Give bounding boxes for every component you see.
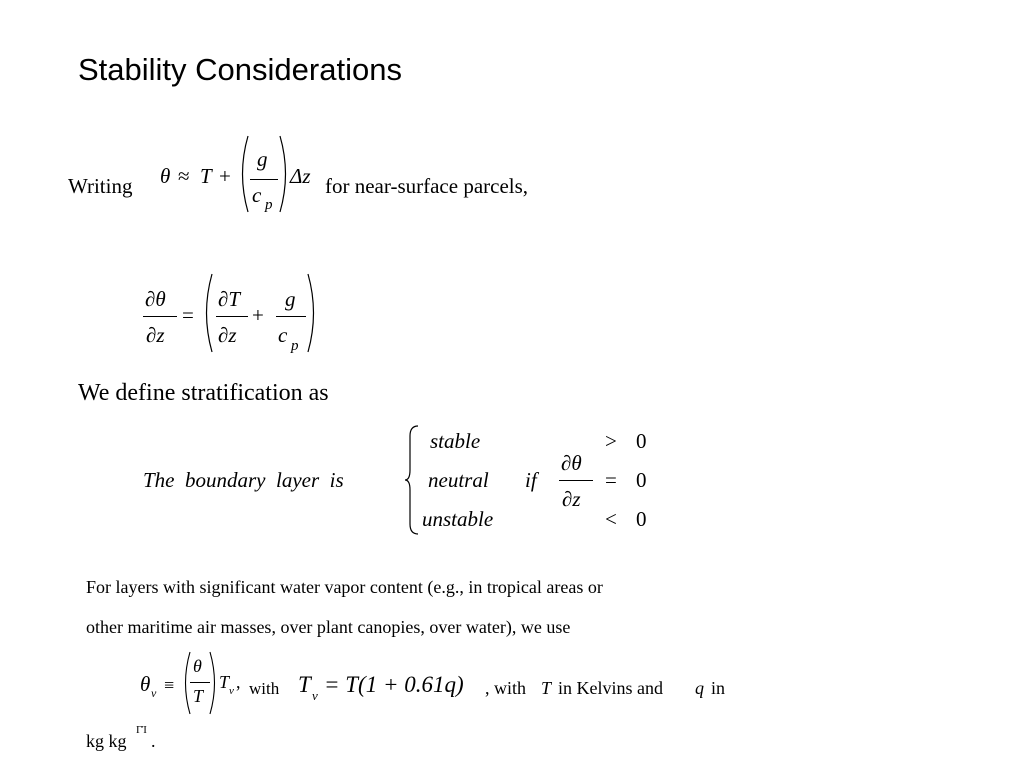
slide-title: Stability Considerations [78, 52, 402, 87]
tv-rhs: = T(1 + 0.61q) [324, 672, 464, 697]
eq2-plus: + [252, 303, 264, 327]
eq2-bar2 [216, 316, 248, 317]
in-kelvins-text: in Kelvins and [558, 678, 663, 698]
vt-equiv: ≡ [164, 675, 175, 695]
vt-Tv-sub: v [229, 685, 234, 697]
eq2-c: c [278, 323, 288, 347]
eq2-dz2: ∂z [218, 323, 237, 347]
eq2-dz1: ∂z [146, 323, 165, 347]
tv-symbol-sub: v [312, 688, 318, 703]
vt-fraction-bar [190, 682, 210, 683]
cases-dz: ∂z [562, 487, 581, 511]
with-text-1: with [249, 679, 280, 698]
eq1-T: T [200, 164, 212, 188]
cases-left-brace [404, 424, 420, 536]
units-superscript: ΓΊ [136, 724, 147, 736]
tv-symbol: T [298, 672, 311, 697]
vt-frac-theta: θ [193, 656, 202, 676]
vt-theta-sub: v [151, 686, 157, 700]
eq1-approx: ≈ [178, 164, 190, 188]
case-unstable-relation: < [605, 507, 617, 531]
paragraph-line-1: For layers with significant water vapor content (e.g., in tropical areas or [86, 577, 603, 597]
boundary-layer-label: The boundary layer is [143, 468, 344, 492]
eq1-delta-z: Δz [290, 164, 311, 188]
eq2-p: p [291, 338, 299, 354]
vt-comma: , [236, 672, 241, 692]
case-neutral-relation: = [605, 468, 617, 492]
eq1-g: g [257, 147, 268, 171]
units-period: . [151, 731, 156, 751]
case-unstable-value: 0 [636, 507, 647, 531]
eq1-c: c [252, 183, 262, 207]
eq1-fraction-bar [250, 179, 278, 180]
eq2-right-paren [306, 272, 320, 354]
if-word: if [525, 468, 537, 492]
case-neutral-value: 0 [636, 468, 647, 492]
case-stable: stable [430, 429, 481, 453]
case-stable-value: 0 [636, 429, 647, 453]
eq2-g: g [285, 287, 296, 311]
eq1-p: p [265, 197, 273, 213]
vt-left-paren [180, 650, 192, 716]
eq1-theta: θ [160, 164, 171, 188]
vt-theta: θ [140, 672, 151, 696]
T-symbol: T [541, 678, 552, 698]
cases-dtheta: ∂θ [561, 451, 582, 475]
paragraph-line-2: other maritime air masses, over plant canopies, over water), we use [86, 617, 571, 637]
eq1-left-paren [236, 134, 250, 214]
with-text-2: , with [485, 678, 527, 698]
intro-suffix: for near-surface parcels, [325, 174, 529, 198]
in-word: in [711, 678, 726, 698]
eq2-bar3 [276, 316, 306, 317]
define-stratification-text: We define stratification as [78, 380, 329, 406]
eq1-plus: + [219, 164, 231, 188]
vt-frac-T: T [193, 686, 204, 706]
intro-prefix: Writing [68, 174, 133, 198]
case-unstable: unstable [422, 507, 494, 531]
case-stable-relation: > [605, 429, 617, 453]
eq2-equals: = [182, 303, 194, 327]
eq2-dtheta: ∂θ [145, 287, 166, 311]
q-symbol: q [695, 678, 704, 698]
case-neutral: neutral [428, 468, 489, 492]
vt-Tv: T [219, 672, 230, 692]
eq2-left-paren [200, 272, 214, 354]
units-base: kg kg [86, 731, 127, 751]
cases-fraction-bar [559, 480, 593, 481]
eq2-bar1 [143, 316, 177, 317]
eq2-dT: ∂T [218, 287, 241, 311]
